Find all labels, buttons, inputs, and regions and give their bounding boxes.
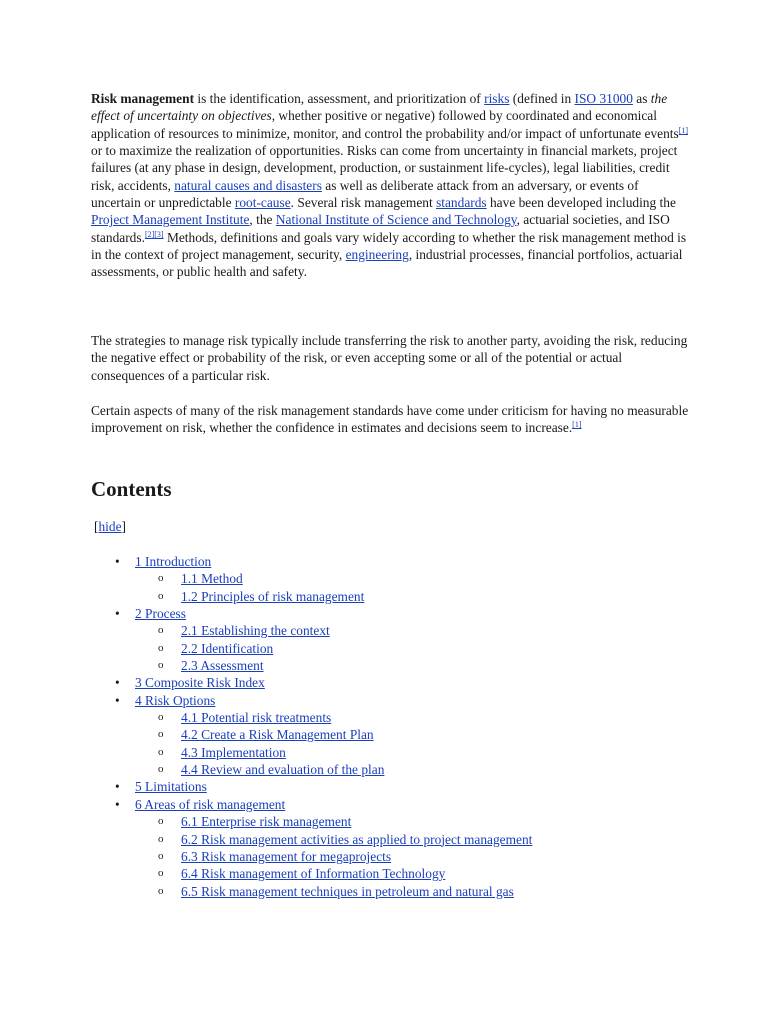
- toc-item: [0, 848, 768, 865]
- bracket: [: [94, 519, 99, 534]
- toc-item: [0, 570, 768, 587]
- toc-item: [0, 831, 768, 848]
- citation-link[interactable]: [3]: [154, 229, 164, 239]
- link-engineering[interactable]: engineering: [345, 247, 409, 263]
- toc-link[interactable]: 6 Areas of risk management: [135, 796, 286, 812]
- intro-text: (defined in: [509, 91, 575, 106]
- circle-bullet-icon: o: [158, 815, 164, 828]
- toc-link[interactable]: 4.3 Implementation: [181, 744, 286, 760]
- circle-bullet-icon: o: [158, 867, 164, 880]
- toc-item: [0, 778, 768, 795]
- toc-item: [0, 622, 768, 639]
- circle-bullet-icon: o: [158, 763, 164, 776]
- toc-link[interactable]: 2 Process: [135, 606, 186, 622]
- link-natural-causes[interactable]: natural causes and disasters: [174, 177, 322, 193]
- toc-item: [0, 674, 768, 691]
- toc-item: [0, 865, 768, 882]
- link-root-cause[interactable]: root-cause: [234, 195, 291, 211]
- circle-bullet-icon: o: [158, 641, 164, 654]
- link-standards[interactable]: standards: [436, 195, 487, 211]
- intro-text: is the identification, assessment, and prioritization of: [194, 91, 485, 106]
- toc-link[interactable]: 6.4 Risk management of Information Technology: [181, 866, 446, 882]
- toc-link[interactable]: 6.5 Risk management techniques in petroleum and natural gas: [181, 883, 514, 899]
- toc-item: [0, 588, 768, 605]
- intro-text: , whether positive or negative) followed by coordinated and economical application of resources to minimize, monitor, and control the probability and/or impact of unfortunate events: [91, 108, 679, 141]
- circle-bullet-icon: o: [158, 832, 164, 845]
- toc-link[interactable]: 3 Composite Risk Index: [135, 675, 265, 691]
- toc-item: [0, 657, 768, 674]
- intro-text: . Several risk management: [290, 195, 437, 211]
- link-risks[interactable]: risks: [484, 91, 510, 106]
- link-pmi[interactable]: Project Management Institute: [91, 212, 250, 228]
- link-iso-31000[interactable]: ISO 31000: [574, 91, 633, 106]
- bullet-icon: •: [115, 606, 120, 622]
- circle-bullet-icon: o: [158, 659, 164, 672]
- intro-text: or to maximize the realization of opportunities. Risks can come from uncertainty in financial markets, project failures (at any phase in design, development, production, or sustainment life-cycles), legal liabilities, credit risk, accidents,: [91, 143, 678, 193]
- intro-text: have been developed including the: [486, 195, 676, 211]
- circle-bullet-icon: o: [158, 745, 164, 758]
- circle-bullet-icon: o: [158, 572, 164, 585]
- circle-bullet-icon: o: [158, 589, 164, 602]
- citation-link[interactable]: [1]: [678, 125, 689, 135]
- toc-link[interactable]: 2.3 Assessment: [181, 658, 264, 674]
- toc-item: [0, 692, 768, 709]
- circle-bullet-icon: o: [158, 884, 164, 897]
- circle-bullet-icon: o: [158, 849, 164, 862]
- criticism-text: Certain aspects of many of the risk management standards have come under criticism for having no measurable improvement on risk, whether the confidence in estimates and decisions seem to increase.: [91, 403, 689, 436]
- circle-bullet-icon: o: [158, 711, 164, 724]
- table-of-contents: [0, 553, 768, 900]
- bullet-icon: •: [115, 796, 120, 812]
- toc-link[interactable]: 4.1 Potential risk treatments: [181, 710, 332, 726]
- toc-item: [0, 553, 768, 570]
- toc-link[interactable]: 4 Risk Options: [135, 692, 216, 708]
- contents-heading: Contents: [91, 477, 172, 501]
- toc-link[interactable]: 5 Limitations: [135, 779, 207, 795]
- bracket: ]: [121, 519, 126, 534]
- circle-bullet-icon: o: [158, 624, 164, 637]
- toc-item: [0, 605, 768, 622]
- intro-text: , industrial processes, financial portfolios, actuarial assessments, or public health and safety.: [91, 247, 683, 280]
- bullet-icon: •: [115, 692, 120, 708]
- bullet-icon: •: [115, 779, 120, 795]
- toc-link[interactable]: 6.1 Enterprise risk management: [181, 814, 352, 830]
- toc-link[interactable]: 1.2 Principles of risk management: [181, 588, 365, 604]
- intro-text: as: [632, 91, 651, 106]
- toc-link[interactable]: 2.2 Identification: [181, 640, 274, 656]
- citation-link[interactable]: [2]: [144, 229, 155, 239]
- intro-bold-term: Risk management: [91, 91, 195, 106]
- toc-link[interactable]: 6.2 Risk management activities as applied to project management: [181, 831, 533, 847]
- intro-text: , the: [249, 212, 276, 228]
- toc-toggle: [94, 518, 126, 535]
- citation-link[interactable]: [1]: [572, 420, 582, 430]
- hide-link[interactable]: hide: [98, 519, 122, 534]
- intro-italic-definition: the effect of uncertainty on objectives: [91, 91, 668, 124]
- toc-item: [0, 813, 768, 830]
- bullet-icon: •: [115, 554, 120, 569]
- toc-link[interactable]: 2.1 Establishing the context: [181, 623, 330, 639]
- intro-paragraph: [91, 90, 691, 281]
- toc-link[interactable]: 6.3 Risk management for megaprojects: [181, 848, 392, 864]
- link-nist[interactable]: National Institute of Science and Technology: [275, 212, 517, 228]
- toc-link[interactable]: 4.4 Review and evaluation of the plan: [181, 762, 385, 778]
- toc-link[interactable]: 1.1 Method: [181, 571, 243, 587]
- toc-link[interactable]: 1 Introduction: [135, 554, 212, 569]
- intro-text: , actuarial societies, and ISO standards.: [91, 212, 670, 245]
- toc-item: [0, 796, 768, 813]
- criticism-paragraph: [91, 402, 691, 437]
- strategies-paragraph: The strategies to manage risk typically include transferring the risk to another party, avoiding the risk, reducing the negative effect or probability of the risk, or even accepting some or all of the potential or actual consequences of a particular risk.: [91, 333, 688, 383]
- toc-item: [0, 709, 768, 726]
- intro-text: Methods, definitions and goals vary widely according to whether the risk management method is in the context of project management, security,: [91, 229, 687, 263]
- toc-item: [0, 640, 768, 657]
- bullet-icon: •: [115, 675, 120, 691]
- circle-bullet-icon: o: [158, 728, 164, 741]
- toc-item: [0, 726, 768, 743]
- intro-text: as well as deliberate attack from an adversary, or events of uncertain or unpredictable: [91, 177, 639, 211]
- toc-item: [0, 883, 768, 900]
- toc-item: [0, 744, 768, 761]
- toc-item: [0, 761, 768, 778]
- toc-link[interactable]: 4.2 Create a Risk Management Plan: [181, 727, 374, 743]
